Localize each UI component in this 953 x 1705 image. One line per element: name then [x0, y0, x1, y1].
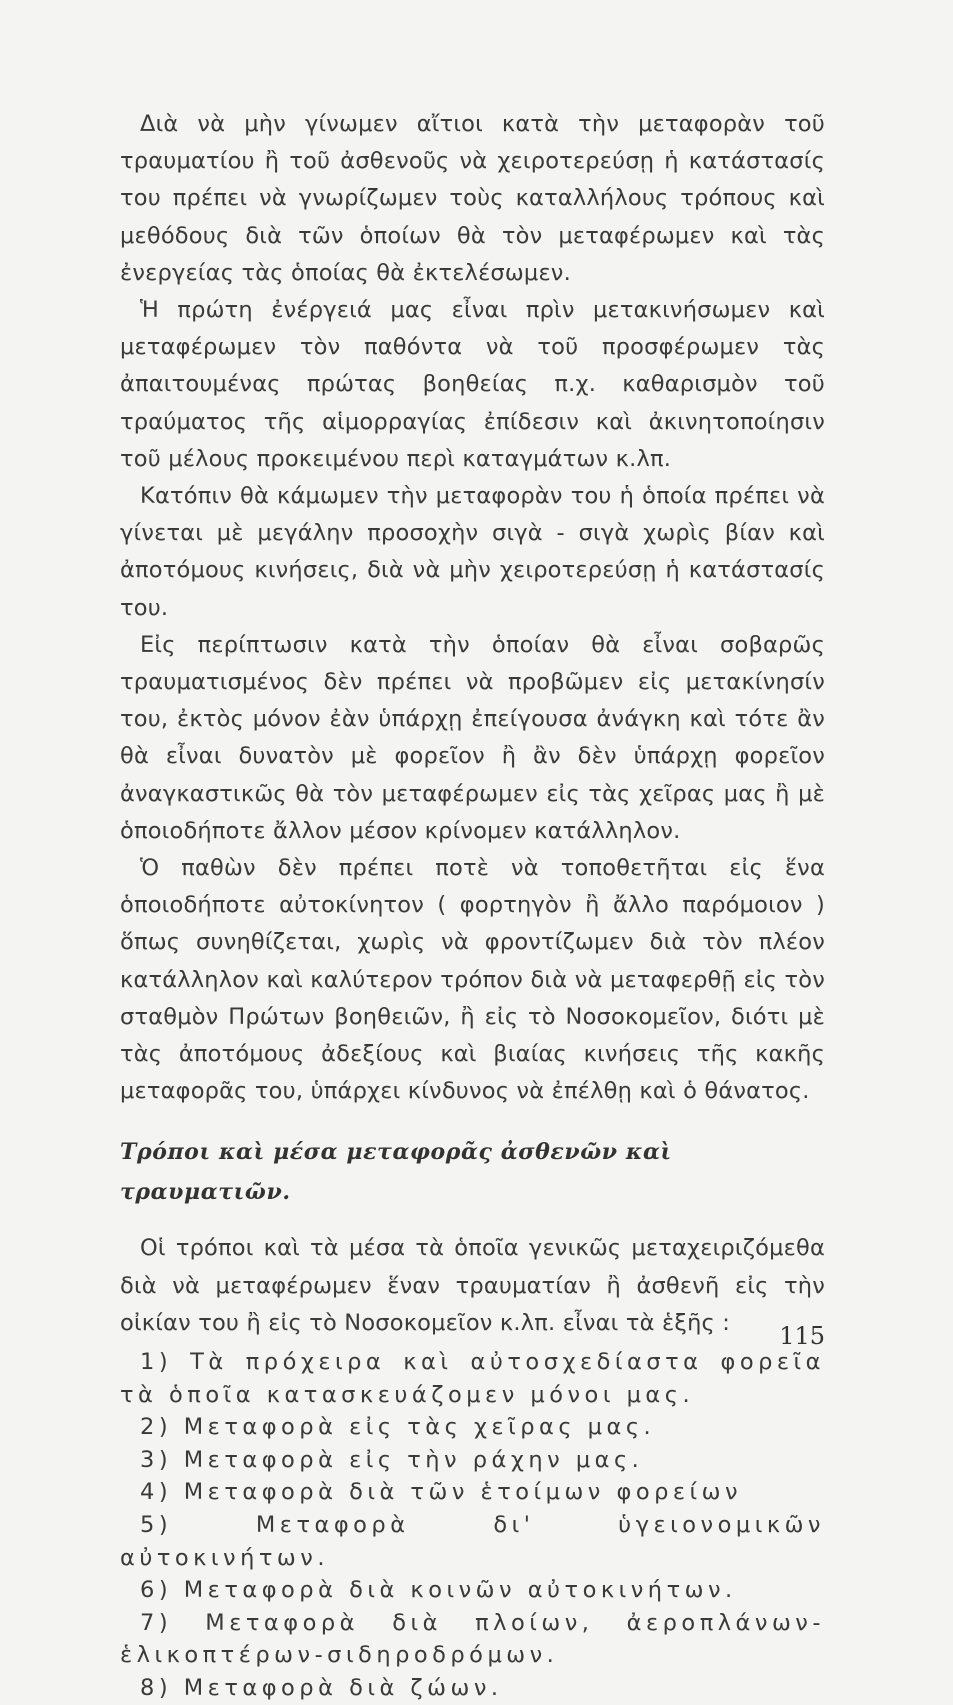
paragraph: Διὰ νὰ μὴν γίνωμεν αἴτιοι κατὰ τὴν μεταφορὰν τοῦ τραυματίου ἢ τοῦ ἀσθενοῦς νὰ χειροτερεύσῃ ἡ κατάστασίς του πρέπει νὰ γνωρίζωμεν τοὺς καταλλήλους τρόπους καὶ μεθόδους διὰ τῶν ὁποίων θὰ τὸν μεταφέρωμεν καὶ τὰς ἐνεργείας τὰς ὁποίας θὰ ἐκτελέσωμεν. [120, 111, 825, 286]
paragraph: Εἰς περίπτωσιν κατὰ τὴν ὁποίαν θὰ εἶναι σοβαρῶς τραυματισμένος δὲν πρέπει νὰ προβῶμεν εἰς μετακίνησίν του, ἐκτὸς μόνον ἐὰν ὑπάρχῃ ἐπείγουσα ἀνάγκη καὶ τότε ἂν θὰ εἶναι δυνατὸν μὲ φορεῖον ἢ ἂν δὲν ὑπάρχῃ φορεῖον ἀναγκαστικῶς θὰ τὸν μεταφέρωμεν εἰς τὰς χεῖρας μας ἢ μὲ ὁποιοδήποτε ἄλλον μέσον κρίνομεν κατάλληλον. [120, 631, 825, 844]
list-item: 3) Μεταφορὰ εἰς τὴν ράχην μας. [140, 1446, 644, 1473]
list-item: 5) Μεταφορὰ δι' ὑγειονομικῶν αὐτοκινήτων. [120, 1512, 825, 1571]
list-item: 2) Μεταφορὰ εἰς τὰς χεῖρας μας. [140, 1414, 656, 1441]
intro-paragraph: Οἱ τρόποι καὶ τὰ μέσα τὰ ὁποῖα γενικῶς μεταχειριζόμεθα διὰ νὰ μεταφέρωμεν ἕναν τραυματίαν ἢ ἀσθενῆ εἰς τὴν οἰκίαν του ἢ εἰς τὸ Νοσοκομεῖον κ.λπ. εἶναι τὰ ἑξῆς : [120, 1235, 825, 1336]
list-item: 6) Μεταφορὰ διὰ κοινῶν αὐτοκινήτων. [140, 1577, 737, 1604]
paragraph: Ἡ πρώτη ἐνέργειά μας εἶναι πρὶν μετακινήσωμεν καὶ μεταφέρωμεν τὸν παθόντα νὰ τοῦ προσφέρωμεν τὰς ἀπαιτουμένας πρώτας βοηθείας π.χ. καθαρισμὸν τοῦ τραύματος τῆς αἱμορραγίας ἐπίδεσιν καὶ ἀκινητοποίησιν τοῦ μέλους προκειμένου περὶ καταγμάτων κ.λπ. [120, 297, 825, 472]
page-number: 115 [779, 1322, 825, 1350]
paragraph: Κατόπιν θὰ κάμωμεν τὴν μεταφορὰν του ἡ ὁποία πρέπει νὰ γίνεται μὲ μεγάλην προσοχὴν σιγὰ - σιγὰ χωρὶς βίαν καὶ ἀποτόμους κινήσεις, διὰ νὰ μὴν χειροτερεύσῃ ἡ κατάστασίς του. [120, 483, 825, 621]
section-heading: Τρόποι καὶ μέσα μεταφορᾶς ἀσθενῶν καὶ τραυματιῶν. [120, 1139, 672, 1206]
list-item: 7) Μεταφορὰ διὰ πλοίων, ἀεροπλάνων-ἑλικοπτέρων-σιδηροδρόμων. [120, 1609, 825, 1669]
list-item: 4) Μεταφορὰ διὰ τῶν ἑτοίμων φορείων [140, 1479, 743, 1506]
paragraph: Ὁ παθὼν δὲν πρέπει ποτὲ νὰ τοποθετῆται εἰς ἕνα ὁποιοδήποτε αὐτοκίνητον ( φορτηγὸν ἢ ἄλλο παρόμοιον ) ὅπως συνηθίζεται, χωρὶς νὰ φροντίζωμεν διὰ τὸν πλέον κατάλληλον καὶ καλύτερον τρόπον διὰ νὰ μεταφερθῇ εἰς τὸν σταθμὸν Πρώτων βοηθειῶν, ἢ εἰς τὸ Νοσοκομεῖον, διότι μὲ τὰς ἀποτόμους ἀδεξίους καὶ βιαίας κινήσεις τῆς κακῆς μεταφορᾶς του, ὑπάρχει κίνδυνος νὰ ἐπέλθῃ καὶ ὁ θάνατος. [120, 855, 825, 1105]
text-body [120, 106, 825, 1705]
list-item: 1) Τὰ πρόχειρα καὶ αὐτοσχεδίαστα φορεῖα τὰ ὁποῖα κατασκευάζομεν μόνοι μας. [120, 1349, 825, 1408]
list-item: 8) Μεταφορὰ διὰ ζώων. [140, 1675, 503, 1702]
transport-methods-list [120, 1346, 825, 1705]
